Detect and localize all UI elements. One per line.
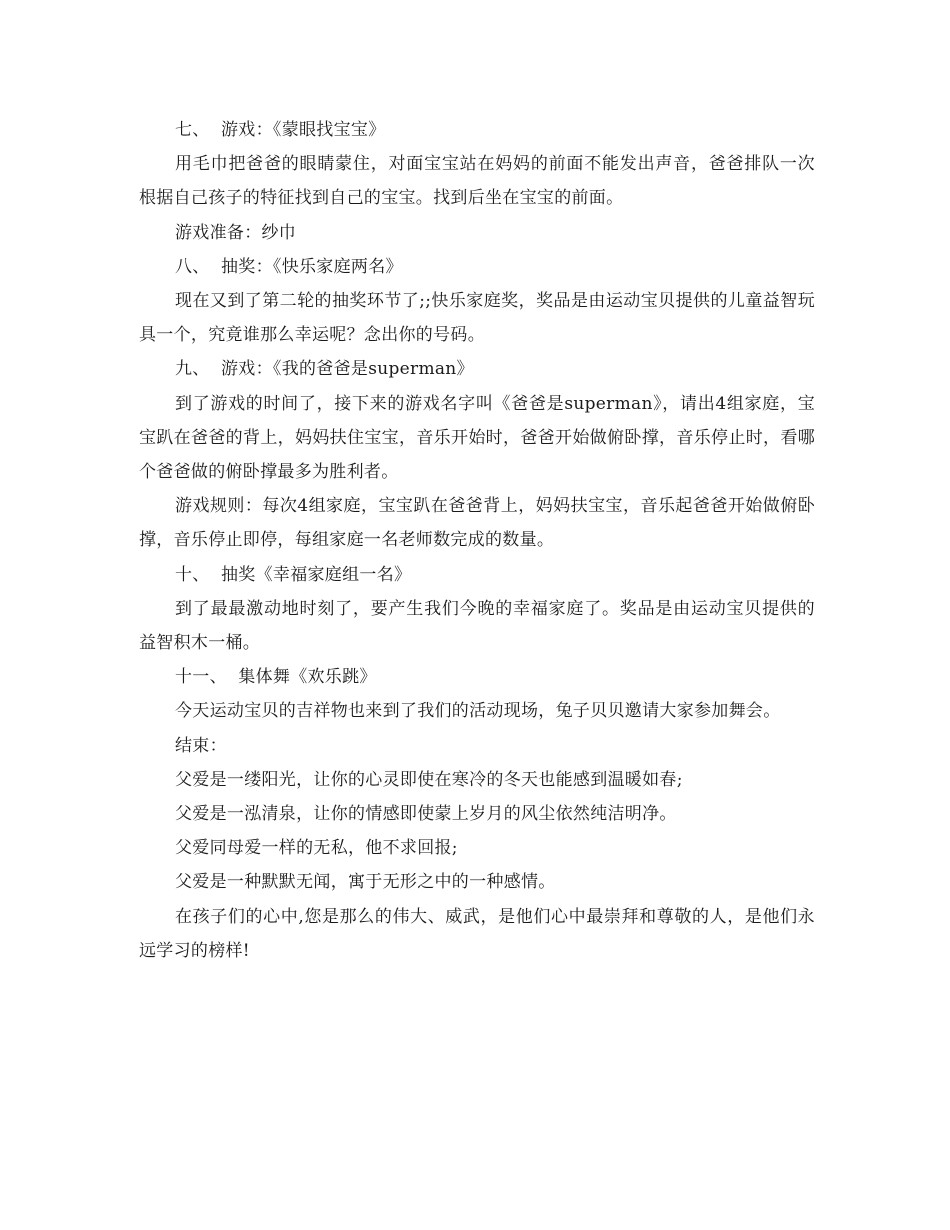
heading-lottery-happy-family: 八、 抽奖：《快乐家庭两名》 (175, 256, 403, 277)
document-page (139, 113, 815, 968)
paragraph-fatherly-love-sunlight: 父爱是一缕阳光，让你的心灵即使在寒冷的冬天也能感到温暖如春; (175, 769, 683, 790)
paragraph-game-rules: 游戏规则：每次4组家庭，宝宝趴在爸爸背上，妈妈扶宝宝，音乐起爸爸开始做俯卧撑，音乐停止即停，每组家庭一名老师数完成的数量。 (139, 496, 815, 551)
paragraph-game-preparation: 游戏准备：纱巾 (175, 222, 297, 243)
paragraph-mascot-dance: 今天运动宝贝的吉祥物也来到了我们的活动现场，兔子贝贝邀请大家参加舞会。 (175, 701, 781, 722)
paragraph-lottery-final: 到了最最激动地时刻了，要产生我们今晚的幸福家庭了。奖品是由运动宝贝提供的益智积木一桶。 (139, 598, 815, 654)
heading-game-superman: 九、 游戏：《我的爸爸是superman》 (175, 359, 474, 380)
paragraph-lottery-second-round: 现在又到了第二轮的抽奖环节了;;快乐家庭奖，奖品是由运动宝贝提供的儿童益智玩具一个，究竟谁那么幸运呢？念出你的号码。 (139, 291, 815, 346)
heading-ending: 结束： (175, 735, 227, 756)
paragraph-fatherly-love-spring: 父爱是一泓清泉，让你的情感即使蒙上岁月的风尘依然纯洁明净。 (175, 804, 677, 825)
paragraph-game-superman-description: 到了游戏的时间了，接下来的游戏名字叫《爸爸是superman》，请出4组家庭，宝宝趴在爸爸的背上，妈妈扶住宝宝，音乐开始时，爸爸开始做俯卧撑，音乐停止时，看哪个爸爸做的俯卧撑最多为胜利者。 (139, 393, 815, 483)
paragraph-fatherly-love-selfless: 父爱同母爱一样的无私，他不求回报; (175, 838, 458, 859)
heading-game-blindfold: 七、 游戏：《蒙眼找宝宝》 (175, 120, 386, 140)
paragraph-fatherly-love-silent: 父爱是一种默默无闻，寓于无形之中的一种感情。 (175, 872, 556, 893)
paragraph-game-blindfold-description: 用毛巾把爸爸的眼睛蒙住，对面宝宝站在妈妈的前面不能发出声音，爸爸排队一次根据自己孩子的特征找到自己的宝宝。找到后坐在宝宝的前面。 (139, 154, 815, 209)
heading-lottery-happiness-family: 十、 抽奖《幸福家庭组一名》 (175, 564, 412, 585)
paragraph-closing-role-model: 在孩子们的心中,您是那么的伟大、威武，是他们心中最崇拜和尊敬的人，是他们永远学习的榜样! (139, 906, 815, 961)
heading-group-dance: 十一、 集体舞《欢乐跳》 (175, 667, 377, 688)
